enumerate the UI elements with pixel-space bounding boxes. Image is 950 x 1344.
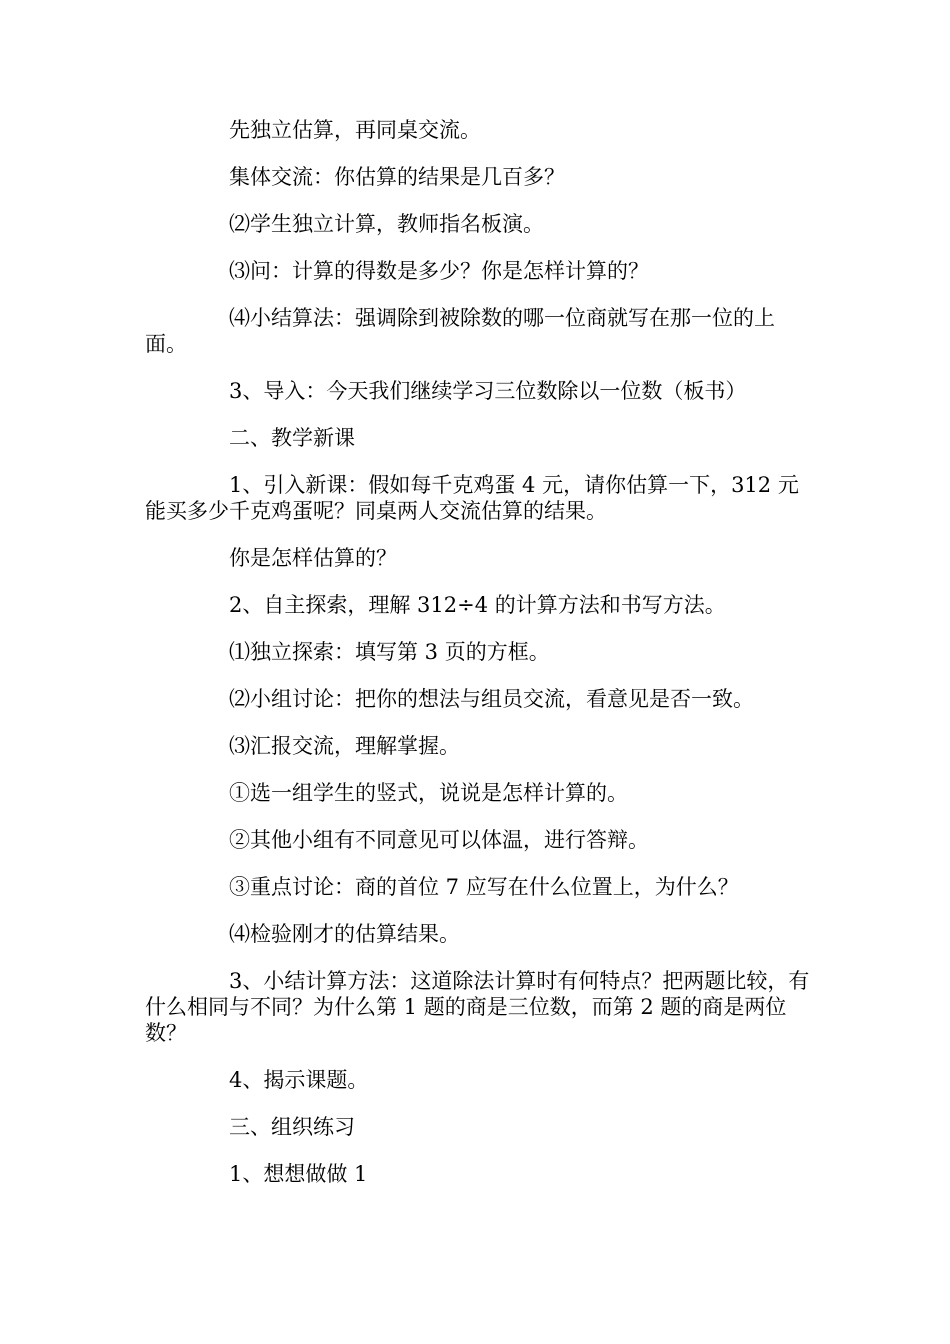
paragraph-3: ⑵学生独立计算，教师指名板演。 xyxy=(229,212,544,236)
paragraph-11: ⑴独立探索：填写第 3 页的方框。 xyxy=(229,640,550,664)
paragraph-14: ①选一组学生的竖式，说说是怎样计算的。 xyxy=(229,781,628,805)
document-body xyxy=(145,117,810,1187)
paragraph-15: ②其他小组有不同意见可以体温，进行答辩。 xyxy=(229,828,649,852)
paragraph-7: 二、教学新课 xyxy=(229,426,355,450)
paragraph-18: 3、小结计算方法：这道除法计算时有何特点？把两题比较，有什么相同与不同？为什么第 1 题的商是三位数，而第 2 题的商是两位数？ xyxy=(145,969,810,1045)
paragraph-9: 你是怎样估算的？ xyxy=(229,546,397,570)
paragraph-19: 4、揭示课题。 xyxy=(229,1068,369,1092)
paragraph-10: 2、自主探索，理解 312÷4 的计算方法和书写方法。 xyxy=(229,593,726,617)
paragraph-20: 三、组织练习 xyxy=(229,1115,355,1139)
paragraph-2: 集体交流：你估算的结果是几百多？ xyxy=(229,165,565,189)
paragraph-5: ⑷小结算法：强调除到被除数的哪一位商就写在那一位的上面。 xyxy=(145,306,775,356)
paragraph-13: ⑶汇报交流，理解掌握。 xyxy=(229,734,460,758)
paragraph-12: ⑵小组讨论：把你的想法与组员交流，看意见是否一致。 xyxy=(229,687,754,711)
paragraph-1: 先独立估算，再同桌交流。 xyxy=(229,118,481,142)
paragraph-6: 3、导入：今天我们继续学习三位数除以一位数（板书） xyxy=(229,379,747,403)
paragraph-8: 1、引入新课：假如每千克鸡蛋 4 元，请你估算一下，312 元能买多少千克鸡蛋呢？同桌两人交流估算的结果。 xyxy=(145,473,799,523)
paragraph-4: ⑶问：计算的得数是多少？你是怎样计算的？ xyxy=(229,259,649,283)
paragraph-16: ③重点讨论：商的首位 7 应写在什么位置上，为什么？ xyxy=(229,875,739,899)
paragraph-21: 1、想想做做 1 xyxy=(229,1162,368,1186)
paragraph-17: ⑷检验刚才的估算结果。 xyxy=(229,922,460,946)
